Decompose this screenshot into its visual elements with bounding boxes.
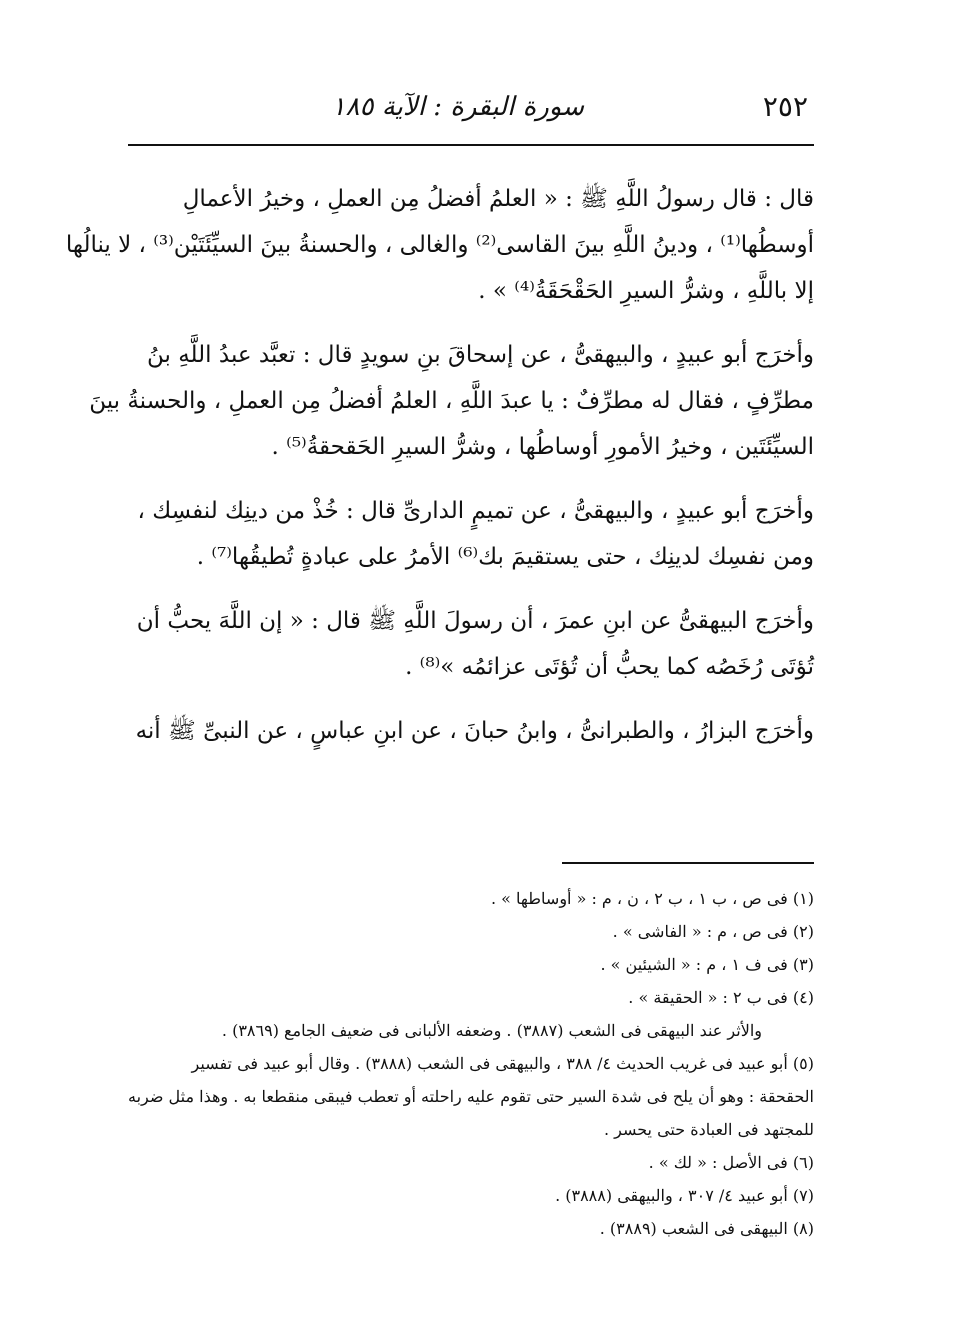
footnote: للمجتهد فى العبادة حتى يحسر . (603, 1120, 814, 1139)
paragraph (128, 708, 814, 754)
footnote: (٣) فى ف ١ ، م : « الشيئين » . (600, 955, 814, 974)
footnote: (٨) البيهقى فى الشعب (٣٨٨٩) . (599, 1219, 814, 1238)
footnote: (٥) أبو عبيد فى غريب الحديث ٤/ ٣٨٨ ، والبيهقى فى الشعب (٣٨٨٨) . وقال أبو عبيد فى تفسير (191, 1054, 814, 1073)
paragraph (128, 598, 814, 690)
footnote: (٢) فى ص ، م : « الفاشى » . (612, 922, 814, 941)
main-text (65, 176, 814, 772)
text-line: إلا باللَّهِ ، وشرُّ السيرِ الحَقْحَقَةُ⁽⁴⁾ » . (478, 278, 814, 304)
footnote: الحقحقة : وهو أن يلح فى شدة السير حتى تقوم عليه راحلته أو تعطب فيبقى منقطعا به . وهذا مثل ضربه (128, 1087, 814, 1106)
text-line: تُؤتَى رُخَصُه كما يحبُّ أن تُؤتَى عزائمُه »⁽⁸⁾ . (405, 654, 814, 680)
footnote: (٧) أبو عبيد ٤/ ٣٠٧ ، والبيهقى (٣٨٨٨) . (555, 1186, 814, 1205)
page (65, 78, 814, 1278)
text-line: وأخرَج أبو عبيدٍ ، والبيهقىُّ ، عن تميمٍ الدارىِّ قال : خُذْ من دينِك لنفسِك ، (137, 498, 814, 524)
running-title: سورة البقرة : الآية ١٨٥ (331, 92, 584, 122)
footnote: (٤) فى ب ٢ : « الحقيقة » . (628, 988, 814, 1007)
paragraph (89, 332, 814, 470)
text-line: وأخرَج البيهقىُّ عن ابنِ عمرَ ، أن رسولَ اللَّهِ ﷺ قال : « إن اللَّهَ يحبُّ أن (136, 608, 814, 634)
text-line: وأخرَج أبو عبيدٍ ، والبيهقىُّ ، عن إسحاقَ بنِ سويدٍ قال : تعبَّد عبدُ اللَّهِ بنُ (147, 342, 814, 368)
footnotes (128, 882, 814, 1245)
footnote: (٦) فى الأصل : « لك » . (648, 1153, 814, 1172)
text-line: أوسطُها⁽¹⁾ ، ودينُ اللَّهِ بينَ القاسى⁽²⁾ والغالى ، والحسنةُ بينَ السيِّئَتَيْن⁽³⁾ ، لا ينالُها (65, 232, 814, 258)
page-number: ٢٥٢ (762, 90, 808, 123)
footnote: (١) فى ص ، ب ١ ، ب ٢ ، ن ، م : « أوساطها » . (491, 889, 814, 908)
header-rule (128, 144, 814, 146)
text-line: وأخرَج البزارُ ، والطبرانىُّ ، وابنُ حبانَ ، عن ابنِ عباسٍ ، عن النبىِّ ﷺ أنه (135, 718, 814, 744)
text-line: السيِّئَتَين ، وخيرُ الأمورِ أوساطُها ، وشرُّ السيرِ الحَقحقةُ⁽⁵⁾ . (271, 434, 814, 460)
footnote-rule (562, 862, 814, 864)
paragraph (65, 176, 814, 314)
text-line: ومن نفسِك لدينِك ، حتى يستقيمَ بك⁽⁶⁾ الأمرُ على عبادةٍ تُطيقُها⁽⁷⁾ . (196, 544, 814, 570)
paragraph (128, 488, 814, 580)
page-header (128, 78, 814, 124)
footnote: والأثر عند البيهقى فى الشعب (٣٨٨٧) . وضعفه الألبانى فى ضعيف الجامع (٣٨٦٩) . (221, 1021, 762, 1040)
text-line: قال : قال رسولُ اللَّهِ ﷺ : « العلمُ أفضلُ مِن العملِ ، وخيرُ الأعمالِ (182, 186, 814, 212)
text-line: مطرِّفٍ ، فقال له مطرِّفٌ : يا عبدَ اللَّهِ ، العلمُ أفضلُ مِن العملِ ، والحسنةُ بينَ (89, 388, 814, 414)
